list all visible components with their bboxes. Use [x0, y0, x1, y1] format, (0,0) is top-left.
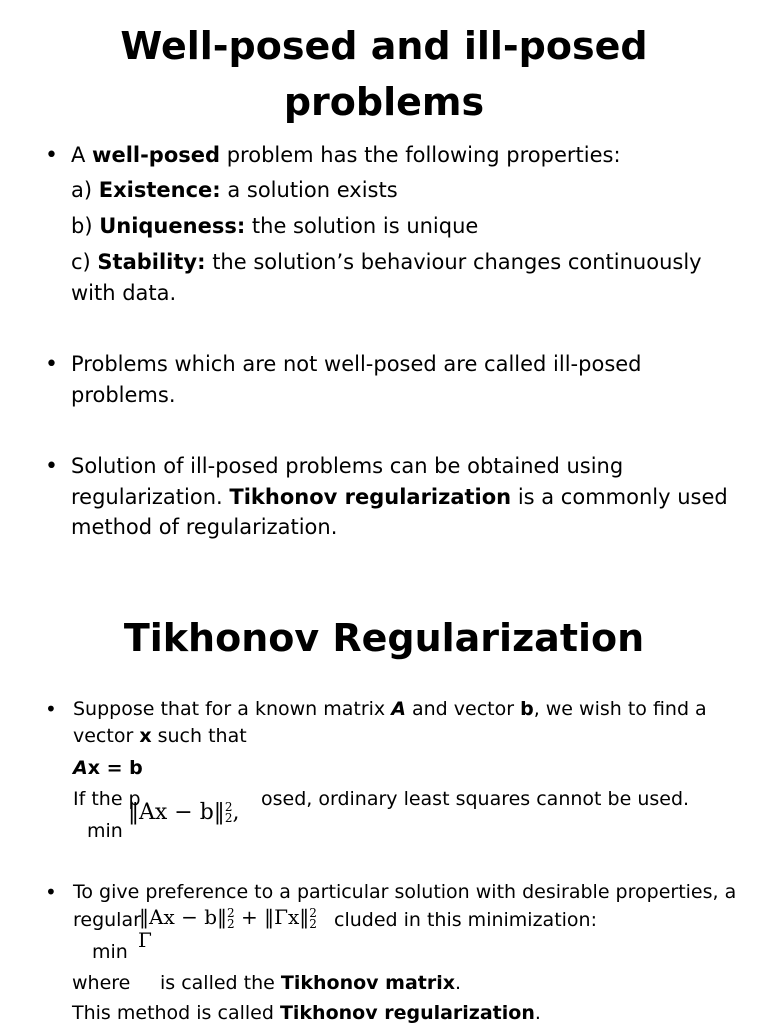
bullet-dot: •	[45, 697, 57, 721]
suppose-line2	[73, 722, 247, 750]
preference-line1: To give preference to a particular solution with desirable properties, a	[73, 881, 737, 903]
text: , we wish to find a	[533, 698, 707, 720]
text: .	[454, 972, 462, 994]
text: such that	[151, 725, 247, 747]
label: c)	[71, 250, 98, 274]
label: a)	[71, 178, 99, 202]
bullet-dot: •	[45, 880, 57, 904]
text: problem has the following properties:	[220, 143, 621, 167]
text: A	[71, 143, 93, 167]
tikhonov-term: Tikhonov regularization	[229, 485, 512, 509]
solution-line1: Solution of ill-posed problems can be obtained using	[71, 454, 624, 478]
preference-left: regular	[73, 909, 141, 931]
ifthe-left: If the p	[73, 788, 141, 810]
least-squares-formula: ‖Ax − b‖2 2,	[128, 800, 240, 825]
slide2-title: Tikhonov Regularization	[123, 616, 645, 660]
property-uniqueness	[71, 211, 478, 241]
text: the solution is unique	[245, 214, 479, 238]
solution-line2	[71, 482, 728, 512]
text: the solution’s behaviour changes continuously	[205, 250, 702, 274]
text: regularization.	[71, 485, 230, 509]
eq-a: A	[73, 757, 88, 779]
formula-part-a: ‖Ax − b‖	[139, 905, 227, 929]
preference-right: cluded in this minimization:	[334, 909, 597, 931]
vector-b: b	[520, 698, 534, 720]
well-posed-term: well-posed	[92, 143, 221, 167]
text: is called the	[160, 972, 281, 994]
solution-line3: method of regularization.	[71, 515, 338, 539]
ifthe-right: osed, ordinary least squares cannot be used.	[261, 788, 690, 810]
eq-rest: x = b	[87, 757, 143, 779]
suppose-line1	[73, 695, 707, 723]
text: vector	[73, 725, 140, 747]
tikhonov-matrix-term: Tikhonov matrix	[280, 972, 455, 994]
formula-part-b: + ‖Γx‖	[234, 905, 310, 929]
regularized-formula: ‖Ax − b‖2 2 + ‖Γx‖2 2	[139, 905, 317, 931]
tikhonov-regularization-term: Tikhonov regularization	[279, 1002, 535, 1024]
label: b)	[71, 214, 100, 238]
bullet-dot: •	[45, 143, 58, 168]
method-line	[72, 999, 541, 1027]
bullet-dot: •	[45, 454, 58, 479]
where-text	[160, 969, 461, 997]
equation-ax-b	[73, 754, 143, 782]
text: a solution exists	[220, 178, 398, 202]
min-label: min	[92, 941, 128, 963]
text: .	[534, 1002, 541, 1024]
text: and vector	[405, 698, 521, 720]
text: Suppose that for a known matrix	[73, 698, 392, 720]
norm-indices: 2 2	[224, 800, 233, 825]
where-label: where	[72, 972, 131, 994]
min-label: min	[87, 820, 123, 842]
text: This method is called	[72, 1002, 280, 1024]
ill-posed-line2: problems.	[71, 383, 176, 407]
text: is a commonly used	[511, 485, 728, 509]
well-posed-intro	[71, 140, 621, 170]
gamma-symbol: Γ	[138, 928, 152, 952]
matrix-a: A	[391, 698, 406, 720]
property-stability-cont: with data.	[71, 281, 177, 305]
bullet-dot: •	[45, 352, 58, 377]
vector-x: x	[139, 725, 152, 747]
property-existence	[71, 175, 398, 205]
property-stability	[71, 247, 702, 277]
term: Existence:	[98, 178, 221, 202]
slide1-title-line2: problems	[283, 80, 485, 124]
term: Stability:	[97, 250, 206, 274]
slide1-title-line1: Well-posed and ill-posed	[120, 24, 648, 68]
formula-text: ‖Ax − b‖	[128, 800, 225, 825]
term: Uniqueness:	[99, 214, 246, 238]
ill-posed-line1: Problems which are not well-posed are called ill-posed	[71, 352, 642, 376]
